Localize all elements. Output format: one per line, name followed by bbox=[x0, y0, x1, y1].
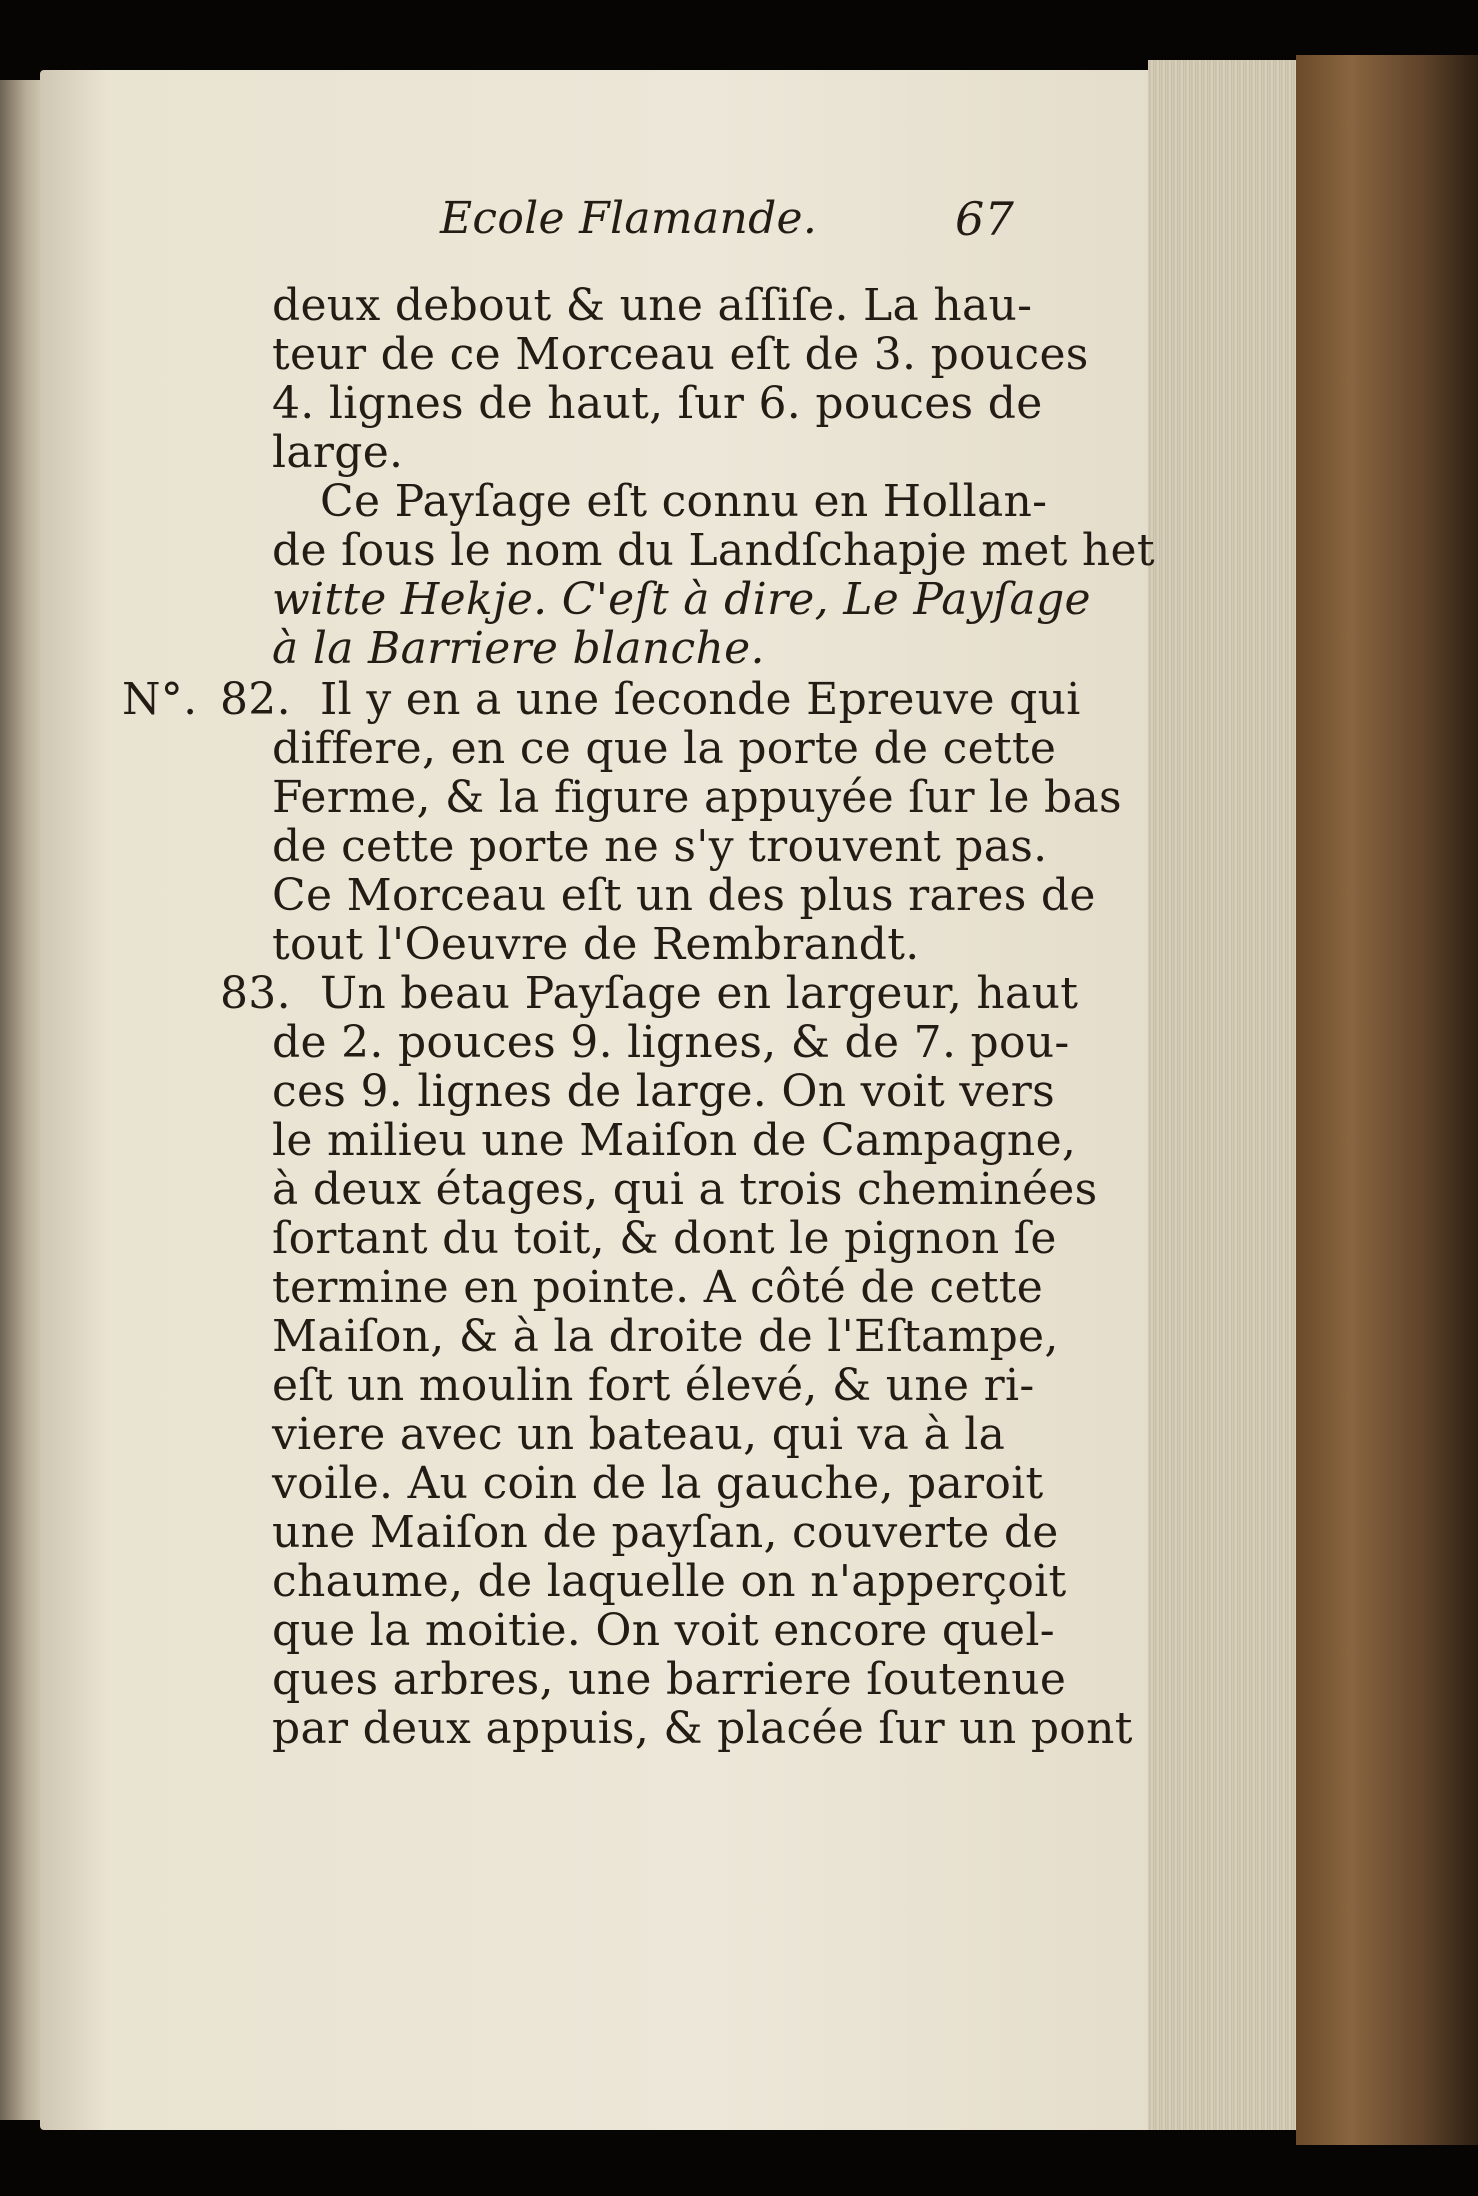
text-line: deux debout & une aſſiſe. La hau- bbox=[272, 280, 1033, 331]
text-line: par deux appuis, & placée ſur un pont bbox=[272, 1703, 1133, 1754]
text-line: teur de ce Morceau eſt de 3. pouces bbox=[272, 329, 1089, 380]
text-line: termine en pointe. A côté de cette bbox=[272, 1262, 1044, 1313]
text-line: de ſous le nom du Landſchapje met het bbox=[272, 525, 1155, 576]
text-line: 4. lignes de haut, ſur 6. pouces de bbox=[272, 378, 1043, 429]
page-number: 67 bbox=[955, 192, 1015, 246]
entry-number-83: 83. bbox=[220, 968, 291, 1019]
text-line: une Maiſon de payſan, couverte de bbox=[272, 1507, 1059, 1558]
text-line: witte Hekje. C'eſt à dire, Le Payſage bbox=[272, 574, 1091, 625]
text-line: differe, en ce que la porte de cette bbox=[272, 723, 1057, 774]
book-cover bbox=[1296, 55, 1478, 2145]
text-line: de cette porte ne s'y trouvent pas. bbox=[272, 821, 1048, 872]
text-line: Ce Payſage eſt connu en Hollan- bbox=[320, 476, 1048, 527]
text-line: ques arbres, une barriere ſoutenue bbox=[272, 1654, 1067, 1705]
text-line: le milieu une Maiſon de Campagne, bbox=[272, 1115, 1077, 1166]
text-line: à la Barriere blanche. bbox=[272, 623, 765, 674]
text-line: large. bbox=[272, 427, 404, 478]
text-line: ſortant du toit, & dont le pignon ſe bbox=[272, 1213, 1057, 1264]
text-line: Un beau Payſage en largeur, haut bbox=[320, 968, 1079, 1019]
text-line: Il y en a une ſeconde Epreuve qui bbox=[320, 674, 1081, 725]
text-line: tout l'Oeuvre de Rembrandt. bbox=[272, 919, 920, 970]
text-line: voile. Au coin de la gauche, paroit bbox=[272, 1458, 1044, 1509]
text-line: viere avec un bateau, qui va à la bbox=[272, 1409, 1006, 1460]
text-line: ces 9. lignes de large. On voit vers bbox=[272, 1066, 1055, 1117]
text-line: Maiſon, & à la droite de l'Eſtampe, bbox=[272, 1311, 1059, 1362]
running-header-title: Ecole Flamande. bbox=[440, 193, 818, 244]
text-line: chaume, de laquelle on n'apperçoit bbox=[272, 1556, 1067, 1607]
page-edges bbox=[1148, 60, 1302, 2130]
text-line: que la moitie. On voit encore quel- bbox=[272, 1605, 1055, 1656]
text-line: Ce Morceau eſt un des plus rares de bbox=[272, 870, 1096, 921]
text-line: à deux étages, qui a trois cheminées bbox=[272, 1164, 1098, 1215]
text-line: de 2. pouces 9. lignes, & de 7. pou- bbox=[272, 1017, 1070, 1068]
entry-number-82: 82. bbox=[220, 674, 291, 725]
text-line: eſt un moulin fort élevé, & une ri- bbox=[272, 1360, 1035, 1411]
entry-label-no: N°. bbox=[122, 674, 198, 725]
text-line: Ferme, & la figure appuyée ſur le bas bbox=[272, 772, 1122, 823]
